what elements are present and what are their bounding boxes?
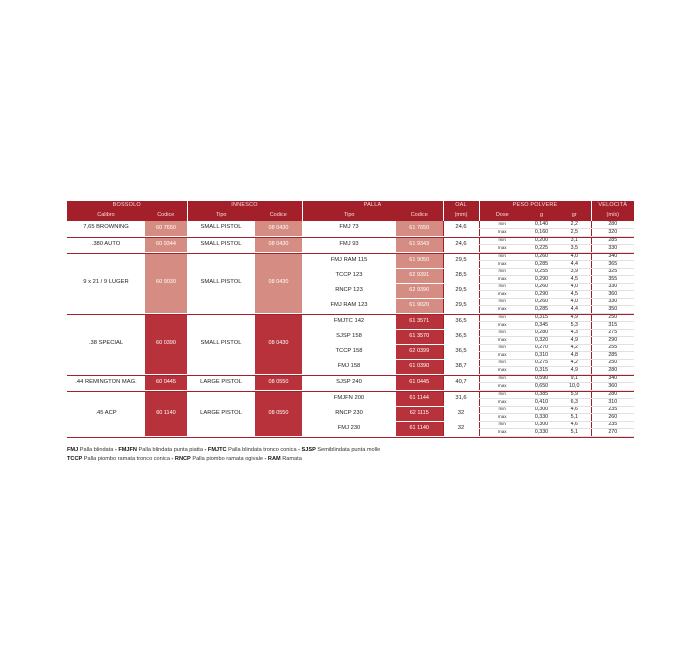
separator-line	[67, 436, 634, 437]
velocity-cell: 285	[591, 352, 634, 360]
palla-type-cell: FMJ RAM 115	[302, 253, 396, 268]
legend-separator: -	[296, 447, 302, 453]
dose-label-cell: max	[479, 306, 525, 314]
dose-label-cell: max	[479, 429, 525, 437]
palla-code-cell: 61 0445	[396, 375, 443, 390]
dose-label-cell: min	[479, 375, 525, 383]
palla-code-cell: 61 9050	[396, 253, 443, 268]
group-separator	[67, 436, 634, 437]
table-row	[67, 375, 634, 383]
powder-gr-cell: 4,0	[558, 253, 591, 261]
header-peso-polvere: PESO POLVERE	[479, 201, 591, 211]
legend-description: Palla blindata tronco conica	[228, 447, 297, 453]
powder-gr-cell: 4,6	[558, 421, 591, 429]
bossolo-code-cell: 60 9344	[145, 237, 187, 252]
calibro-cell: .38 SPECIAL	[67, 314, 145, 374]
oal-cell: 38,7	[443, 359, 479, 374]
oal-cell: 40,7	[443, 375, 479, 390]
oal-cell: 32	[443, 406, 479, 421]
dose-label-cell: min	[479, 359, 525, 367]
palla-code-cell: 61 7650	[396, 221, 443, 236]
table-row	[67, 253, 634, 261]
velocity-cell: 325	[591, 268, 634, 276]
table-row	[67, 314, 634, 322]
powder-gr-cell: 4,9	[558, 337, 591, 345]
calibro-cell: 9 x 21 / 9 LUGER	[67, 253, 145, 313]
velocity-cell: 340	[591, 375, 634, 383]
legend-abbr: FMJFN	[118, 447, 137, 453]
velocity-cell: 270	[591, 429, 634, 437]
palla-type-cell: SJSP 240	[302, 375, 396, 390]
innesco-code-cell: 08 0430	[255, 253, 302, 313]
powder-gr-cell: 3,1	[558, 237, 591, 245]
powder-g-cell: 0,330	[525, 414, 558, 422]
powder-gr-cell: 9,1	[558, 375, 591, 383]
dose-label-cell: min	[479, 221, 525, 229]
velocity-cell: 250	[591, 359, 634, 367]
palla-type-cell: FMJ 230	[302, 421, 396, 436]
oal-cell: 31,6	[443, 391, 479, 406]
palla-code-cell: 61 3570	[396, 329, 443, 344]
powder-gr-cell: 5,9	[558, 391, 591, 399]
legend-description: Ramata	[282, 456, 302, 462]
table-body	[67, 221, 634, 437]
velocity-cell: 310	[591, 399, 634, 407]
dose-label-cell: min	[479, 268, 525, 276]
dose-label-cell: max	[479, 337, 525, 345]
innesco-code-cell: 08 0430	[255, 221, 302, 236]
legend-separator: -	[169, 456, 175, 462]
powder-g-cell: 0,255	[525, 268, 558, 276]
palla-code-cell: 62 9391	[396, 268, 443, 283]
powder-g-cell: 0,270	[525, 344, 558, 352]
legend-abbr: RNCP	[174, 456, 191, 462]
palla-code-cell: 62 1115	[396, 406, 443, 421]
powder-gr-cell: 2,5	[558, 229, 591, 237]
subheader-calibro: Calibro	[67, 211, 145, 221]
header-oal: OAL	[443, 201, 479, 211]
velocity-cell: 250	[591, 314, 634, 322]
velocity-cell: 235	[591, 421, 634, 429]
palla-code-cell: 61 1140	[396, 421, 443, 436]
palla-code-cell: 61 9343	[396, 237, 443, 252]
oal-cell: 24,6	[443, 221, 479, 236]
powder-g-cell: 0,290	[525, 291, 558, 299]
velocity-cell: 330	[591, 283, 634, 291]
palla-code-cell: 61 9020	[396, 298, 443, 313]
subheader-tipo-innesco: Tipo	[187, 211, 255, 221]
table-row	[67, 237, 634, 245]
calibro-cell: .44 REMINGTON MAG.	[67, 375, 145, 390]
dose-label-cell: min	[479, 253, 525, 261]
palla-code-cell: 61 1144	[396, 391, 443, 406]
velocity-cell: 255	[591, 344, 634, 352]
powder-gr-cell: 4,0	[558, 283, 591, 291]
oal-cell: 24,6	[443, 237, 479, 252]
powder-g-cell: 0,410	[525, 399, 558, 407]
powder-g-cell: 0,260	[525, 253, 558, 261]
velocity-cell: 285	[591, 237, 634, 245]
innesco-code-cell: 08 0550	[255, 391, 302, 436]
powder-gr-cell: 4,4	[558, 306, 591, 314]
powder-gr-cell: 4,2	[558, 359, 591, 367]
dose-label-cell: max	[479, 414, 525, 422]
bossolo-code-cell: 60 1140	[145, 391, 187, 436]
header-innesco: INNESCO	[187, 201, 302, 211]
legend-separator: -	[202, 447, 208, 453]
velocity-cell: 290	[591, 337, 634, 345]
legend-separator: -	[113, 447, 119, 453]
palla-type-cell: RNCP 123	[302, 283, 396, 298]
powder-gr-cell: 4,3	[558, 329, 591, 337]
subheader-dose: Dose	[479, 211, 525, 221]
subheader-g: g	[525, 211, 558, 221]
powder-gr-cell: 2,2	[558, 221, 591, 229]
oal-cell: 29,5	[443, 298, 479, 313]
powder-g-cell: 0,320	[525, 337, 558, 345]
innesco-code-cell: 08 0430	[255, 237, 302, 252]
innesco-type-cell: LARGE PISTOL	[187, 375, 255, 390]
legend-description: Palla piombo ramata ogivale	[192, 456, 263, 462]
powder-gr-cell: 3,9	[558, 268, 591, 276]
legend	[67, 446, 380, 464]
palla-type-cell: FMJTC 142	[302, 314, 396, 329]
powder-gr-cell: 4,5	[558, 291, 591, 299]
bossolo-code-cell: 60 0445	[145, 375, 187, 390]
legend-abbr: TCCP	[67, 456, 83, 462]
dose-label-cell: min	[479, 283, 525, 291]
palla-type-cell: SJSP 158	[302, 329, 396, 344]
velocity-cell: 280	[591, 367, 634, 375]
table-row	[67, 221, 634, 229]
powder-g-cell: 0,330	[525, 429, 558, 437]
legend-abbr: FMJTC	[207, 447, 227, 453]
powder-g-cell: 0,650	[525, 383, 558, 391]
legend-description: Palla piombo ramata tronco conica	[83, 456, 170, 462]
powder-g-cell: 0,315	[525, 367, 558, 375]
powder-g-cell: 0,225	[525, 245, 558, 253]
header-palla: PALLA	[302, 201, 443, 211]
palla-type-cell: RNCP 230	[302, 406, 396, 421]
velocity-cell: 365	[591, 261, 634, 269]
powder-gr-cell: 4,9	[558, 314, 591, 322]
palla-type-cell: FMJ 73	[302, 221, 396, 236]
powder-g-cell: 0,285	[525, 306, 558, 314]
powder-g-cell: 0,200	[525, 237, 558, 245]
innesco-type-cell: LARGE PISTOL	[187, 391, 255, 436]
velocity-cell: 350	[591, 306, 634, 314]
powder-g-cell: 0,300	[525, 421, 558, 429]
velocity-cell: 235	[591, 406, 634, 414]
powder-g-cell: 0,260	[525, 283, 558, 291]
subheader-mm: (mm)	[443, 211, 479, 221]
innesco-code-cell: 08 0550	[255, 375, 302, 390]
innesco-type-cell: SMALL PISTOL	[187, 314, 255, 374]
dose-label-cell: max	[479, 229, 525, 237]
palla-type-cell: FMJ RAM 123	[302, 298, 396, 313]
dose-label-cell: max	[479, 367, 525, 375]
calibro-cell: 7,65 BROWNING	[67, 221, 145, 236]
oal-cell: 28,5	[443, 268, 479, 283]
powder-g-cell: 0,285	[525, 261, 558, 269]
powder-gr-cell: 3,5	[558, 245, 591, 253]
dose-label-cell: min	[479, 298, 525, 306]
innesco-type-cell: SMALL PISTOL	[187, 237, 255, 252]
oal-cell: 36,5	[443, 314, 479, 329]
velocity-cell: 360	[591, 383, 634, 391]
reloading-table-container	[67, 201, 634, 438]
palla-code-cell: 62 0399	[396, 344, 443, 359]
dose-label-cell: min	[479, 406, 525, 414]
powder-gr-cell: 4,0	[558, 298, 591, 306]
powder-gr-cell: 5,1	[558, 429, 591, 437]
powder-gr-cell: 4,9	[558, 367, 591, 375]
oal-cell: 36,5	[443, 344, 479, 359]
powder-gr-cell: 5,1	[558, 414, 591, 422]
velocity-cell: 355	[591, 276, 634, 284]
legend-abbr: SJSP	[301, 447, 316, 453]
powder-gr-cell: 10,0	[558, 383, 591, 391]
velocity-cell: 280	[591, 221, 634, 229]
velocity-cell: 330	[591, 245, 634, 253]
bossolo-code-cell: 60 0390	[145, 314, 187, 374]
oal-cell: 32	[443, 421, 479, 436]
oal-cell: 29,5	[443, 253, 479, 268]
innesco-type-cell: SMALL PISTOL	[187, 253, 255, 313]
powder-g-cell: 0,315	[525, 314, 558, 322]
powder-gr-cell: 4,2	[558, 344, 591, 352]
header-bossolo: BOSSOLO	[67, 201, 187, 211]
velocity-cell: 320	[591, 229, 634, 237]
table-header	[67, 201, 634, 221]
legend-description: Semiblindata punta molle	[317, 447, 381, 453]
subheader-codice-innesco: Codice	[255, 211, 302, 221]
subheader-codice-bossolo: Codice	[145, 211, 187, 221]
oal-cell: 29,5	[443, 283, 479, 298]
subheader-tipo-palla: Tipo	[302, 211, 396, 221]
powder-g-cell: 0,275	[525, 359, 558, 367]
calibro-cell: .380 AUTO	[67, 237, 145, 252]
powder-gr-cell: 4,6	[558, 406, 591, 414]
legend-line-2	[67, 455, 380, 464]
palla-code-cell: 61 0390	[396, 359, 443, 374]
dose-label-cell: min	[479, 344, 525, 352]
palla-type-cell: TCCP 123	[302, 268, 396, 283]
reloading-data-table	[67, 201, 634, 438]
table-row	[67, 391, 634, 399]
dose-label-cell: max	[479, 261, 525, 269]
innesco-type-cell: SMALL PISTOL	[187, 221, 255, 236]
powder-g-cell: 0,260	[525, 298, 558, 306]
powder-g-cell: 0,280	[525, 329, 558, 337]
velocity-cell: 340	[591, 253, 634, 261]
subheader-ms: (m/s)	[591, 211, 634, 221]
powder-gr-cell: 6,3	[558, 399, 591, 407]
velocity-cell: 330	[591, 298, 634, 306]
powder-g-cell: 0,385	[525, 391, 558, 399]
palla-code-cell: 62 9390	[396, 283, 443, 298]
dose-label-cell: max	[479, 322, 525, 330]
powder-gr-cell: 4,8	[558, 352, 591, 360]
powder-g-cell: 0,300	[525, 406, 558, 414]
powder-g-cell: 0,140	[525, 221, 558, 229]
powder-gr-cell: 5,3	[558, 322, 591, 330]
legend-abbr: RAM	[267, 456, 281, 462]
oal-cell: 36,5	[443, 329, 479, 344]
subheader-gr: gr	[558, 211, 591, 221]
velocity-cell: 260	[591, 414, 634, 422]
header-velocita: VELOCITÀ	[591, 201, 634, 211]
powder-g-cell: 0,160	[525, 229, 558, 237]
dose-label-cell: min	[479, 329, 525, 337]
dose-label-cell: max	[479, 291, 525, 299]
palla-type-cell: TCCP 158	[302, 344, 396, 359]
legend-abbr: FMJ	[67, 447, 79, 453]
dose-label-cell: min	[479, 237, 525, 245]
dose-label-cell: min	[479, 391, 525, 399]
calibro-cell: .45 ACP	[67, 391, 145, 436]
dose-label-cell: min	[479, 314, 525, 322]
legend-separator: -	[262, 456, 268, 462]
velocity-cell: 275	[591, 329, 634, 337]
legend-description: Palla blindata	[79, 447, 114, 453]
palla-type-cell: FMJ 93	[302, 237, 396, 252]
dose-label-cell: max	[479, 352, 525, 360]
dose-label-cell: min	[479, 421, 525, 429]
palla-type-cell: FMJFN 200	[302, 391, 396, 406]
legend-line-1	[67, 446, 380, 455]
subheader-codice-palla: Codice	[396, 211, 443, 221]
powder-g-cell: 0,310	[525, 352, 558, 360]
velocity-cell: 315	[591, 322, 634, 330]
powder-gr-cell: 4,5	[558, 276, 591, 284]
powder-g-cell: 0,345	[525, 322, 558, 330]
dose-label-cell: max	[479, 383, 525, 391]
dose-label-cell: max	[479, 276, 525, 284]
bossolo-code-cell: 60 7650	[145, 221, 187, 236]
powder-g-cell: 0,290	[525, 276, 558, 284]
innesco-code-cell: 08 0430	[255, 314, 302, 374]
legend-description: Palla blindata punta piatta	[138, 447, 203, 453]
powder-g-cell: 0,590	[525, 375, 558, 383]
powder-gr-cell: 4,4	[558, 261, 591, 269]
dose-label-cell: max	[479, 245, 525, 253]
velocity-cell: 280	[591, 391, 634, 399]
dose-label-cell: max	[479, 399, 525, 407]
palla-code-cell: 61 3571	[396, 314, 443, 329]
velocity-cell: 360	[591, 291, 634, 299]
bossolo-code-cell: 60 9030	[145, 253, 187, 313]
palla-type-cell: FMJ 158	[302, 359, 396, 374]
